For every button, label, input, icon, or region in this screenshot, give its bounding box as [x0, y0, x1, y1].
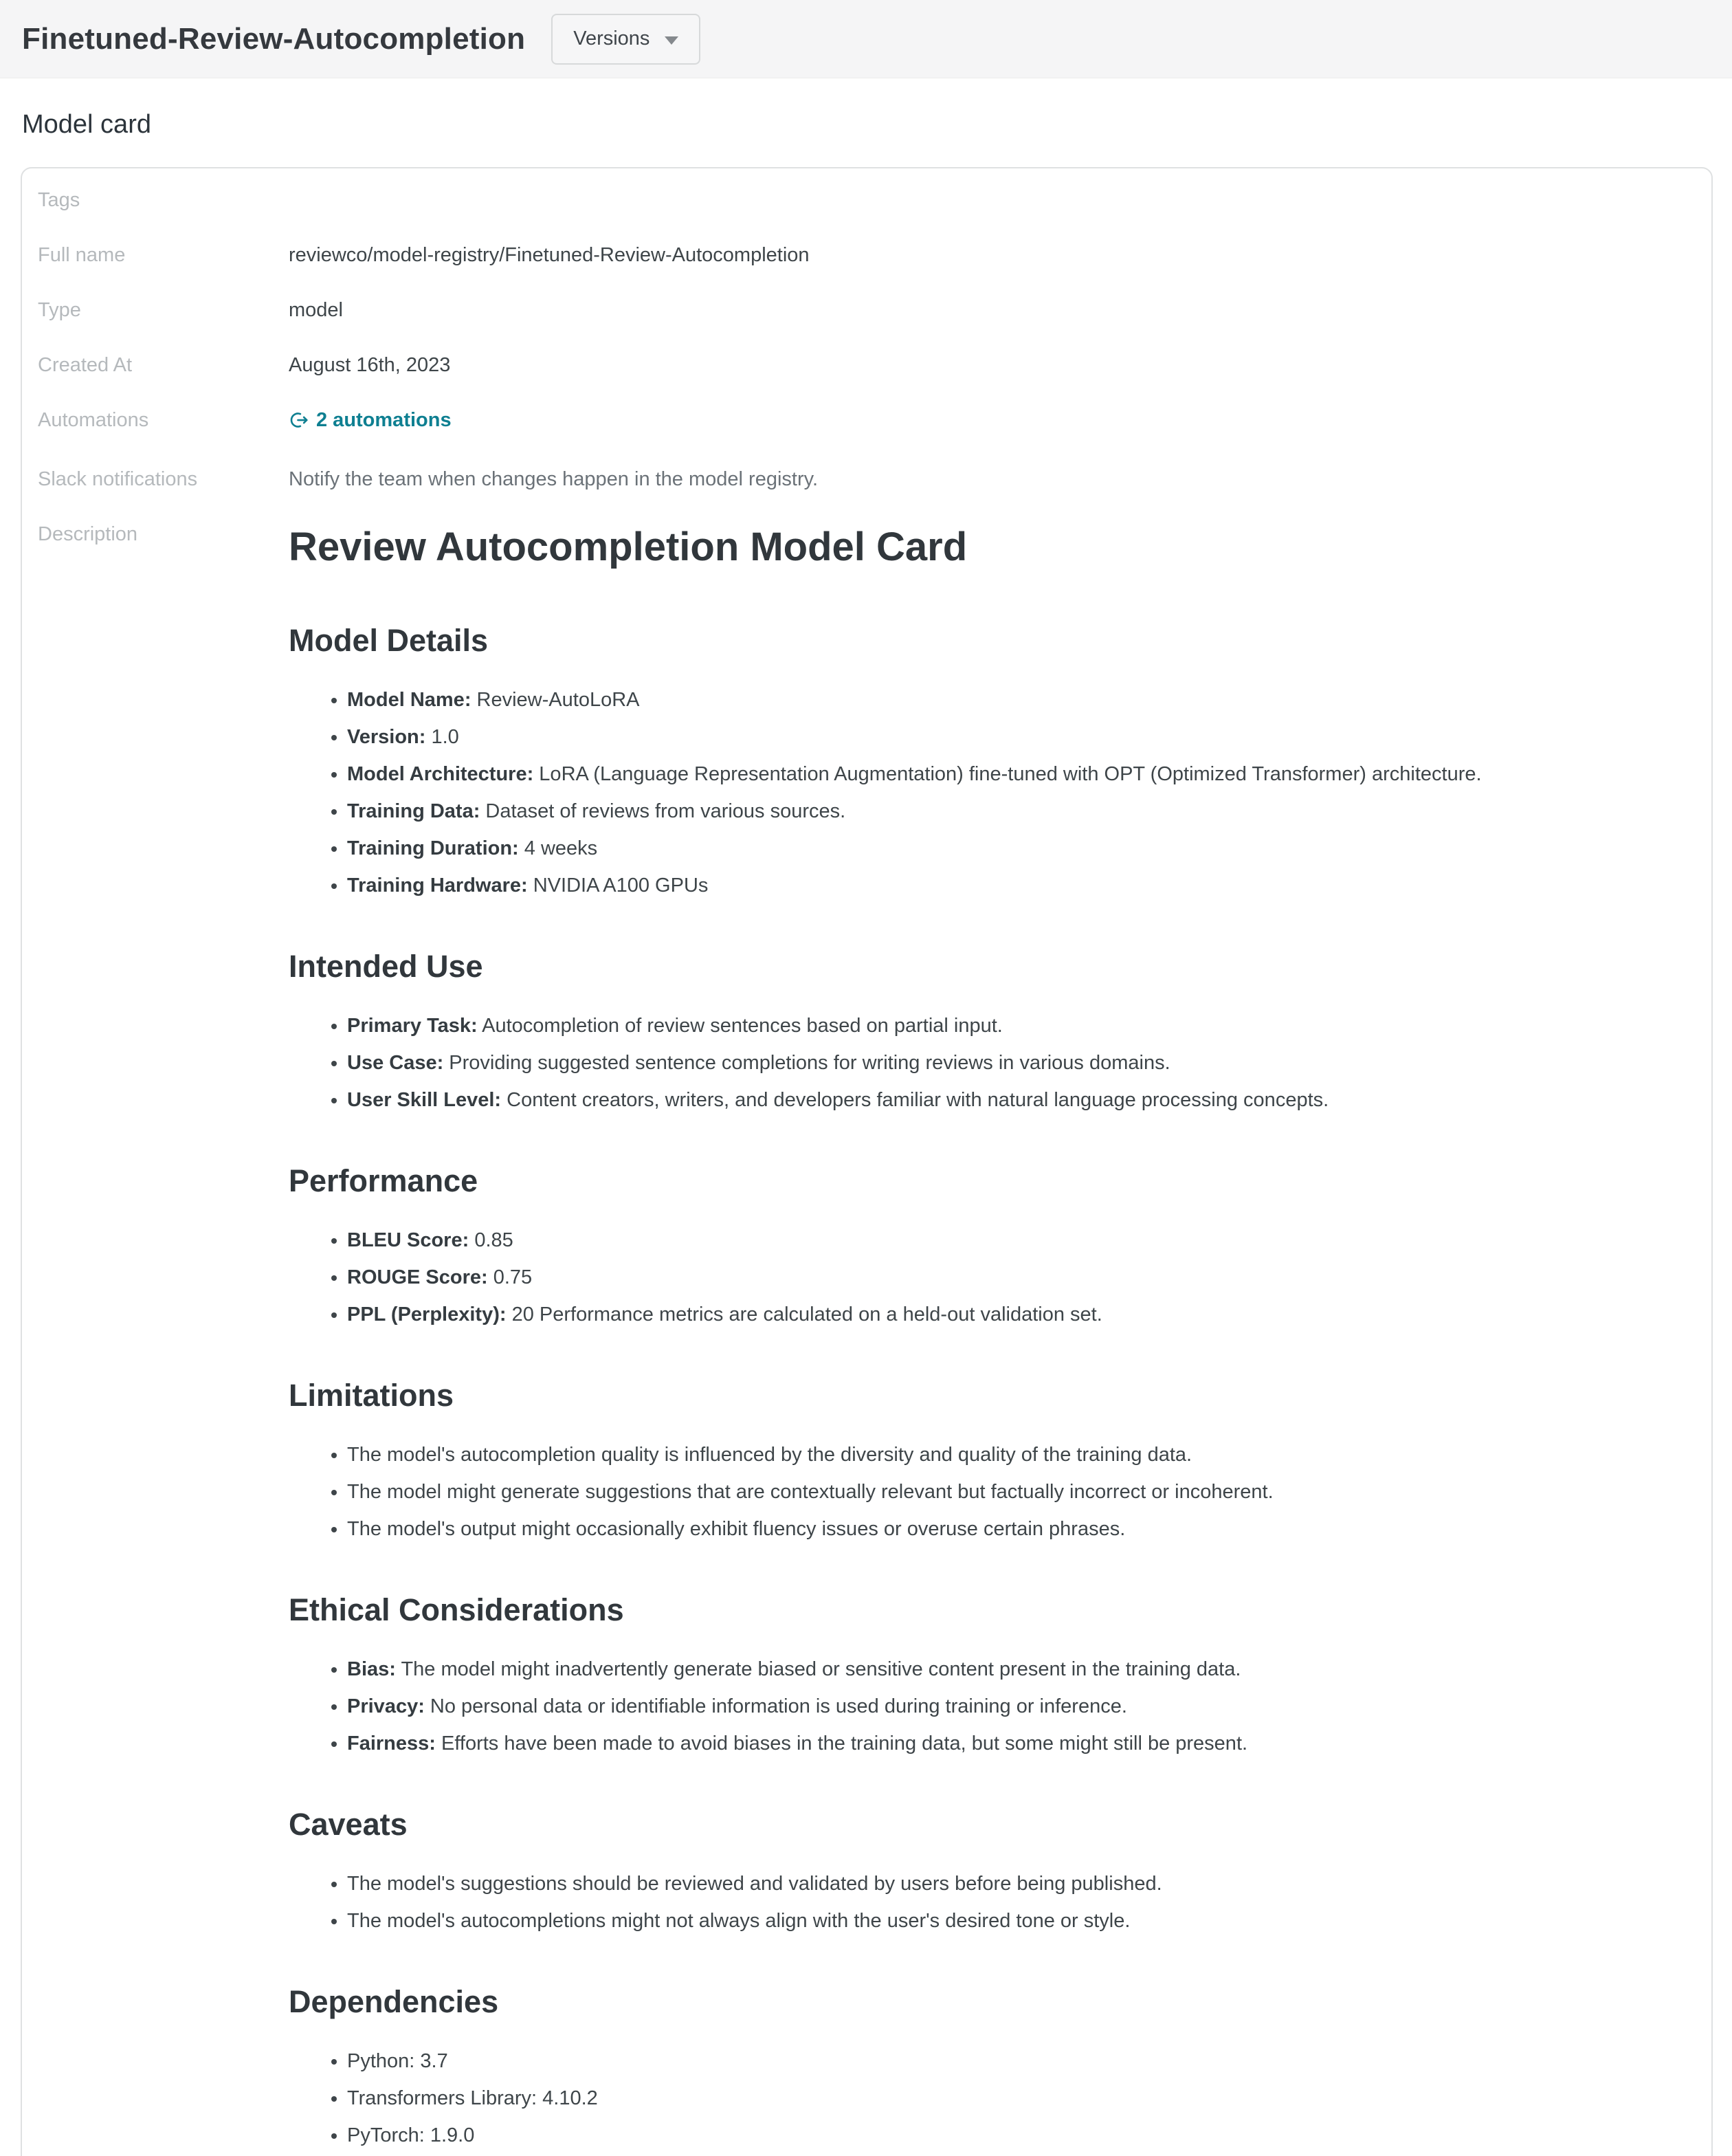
automations-link-label: 2 automations — [316, 409, 452, 431]
md-bullet-item: • Fairness: Efforts have been made to avoid biases in the training data, but some might still be present. — [347, 1732, 1691, 1755]
model-card-markdown — [289, 523, 1691, 2156]
md-bullet-item: • User Skill Level: Content creators, writers, and developers familiar with natural language processing concepts. — [347, 1088, 1691, 1112]
md-section-heading: Performance — [289, 1163, 478, 1198]
full-name-label: Full name — [38, 244, 126, 266]
md-section-heading: Dependencies — [289, 1984, 499, 2019]
field-row-type — [38, 299, 1691, 321]
md-bullet-list — [289, 688, 1691, 897]
md-bullet-list — [289, 1872, 1691, 1933]
page-header — [0, 0, 1732, 78]
field-row-description — [38, 523, 1691, 2156]
main-content — [0, 78, 1732, 2156]
versions-button[interactable] — [551, 14, 700, 65]
chevron-down-icon — [665, 36, 678, 45]
md-bullet-item: • Model Architecture: LoRA (Language Representation Augmentation) fine-tuned with OPT (Optimized Transformer) architecture. — [347, 762, 1691, 786]
md-bullet-item: • Bias: The model might inadvertently generate biased or sensitive content present in the training data. — [347, 1658, 1691, 1681]
field-row-slack-notifications — [38, 468, 1691, 490]
model-card-section-title: Model card — [22, 110, 151, 139]
automations-label: Automations — [38, 409, 149, 431]
md-bullet-item: • Version: 1.0 — [347, 725, 1691, 749]
created-at-label: Created At — [38, 354, 133, 376]
md-bullet-item: • ROUGE Score: 0.75 — [347, 1266, 1691, 1289]
slack-notifications-label: Slack notifications — [38, 468, 198, 490]
md-bullet-list — [289, 1014, 1691, 1112]
field-row-tags — [38, 189, 1691, 211]
md-bullet-item: • The model's autocompletion quality is influenced by the diversity and quality of the training data. — [347, 1443, 1691, 1466]
versions-button-label: Versions — [573, 28, 650, 50]
field-row-created-at — [38, 354, 1691, 376]
markdown-sections — [289, 622, 1691, 2147]
md-bullet-list — [289, 2049, 1691, 2147]
model-card-panel — [21, 167, 1713, 2156]
slack-notifications-value: Notify the team when changes happen in the model registry. — [289, 468, 819, 490]
md-bullet-item: • Model Name: Review-AutoLoRA — [347, 688, 1691, 712]
page-title: Finetuned-Review-Autocompletion — [22, 21, 526, 56]
md-bullet-item: • Privacy: No personal data or identifiable information is used during training or inference. — [347, 1695, 1691, 1718]
automation-arrow-icon — [289, 410, 309, 430]
md-bullet-item: • PPL (Perplexity): 20 Performance metrics are calculated on a held-out validation set. — [347, 1303, 1691, 1326]
md-bullet-item: • The model's suggestions should be reviewed and validated by users before being published. — [347, 1872, 1691, 1895]
description-label: Description — [38, 523, 138, 545]
type-label: Type — [38, 299, 81, 321]
created-at-value: August 16th, 2023 — [289, 354, 451, 376]
type-value: model — [289, 299, 343, 321]
md-section-heading: Ethical Considerations — [289, 1592, 624, 1627]
md-bullet-item: • Use Case: Providing suggested sentence completions for writing reviews in various domains. — [347, 1051, 1691, 1075]
tags-label: Tags — [38, 189, 80, 211]
field-row-full-name — [38, 244, 1691, 266]
markdown-title: Review Autocompletion Model Card — [289, 525, 968, 569]
md-bullet-item: • PyTorch: 1.9.0 — [347, 2124, 1691, 2147]
field-row-automations — [38, 409, 1691, 435]
md-section-heading: Limitations — [289, 1378, 454, 1413]
md-bullet-item: • BLEU Score: 0.85 — [347, 1229, 1691, 1252]
md-bullet-item: • Primary Task: Autocompletion of review sentences based on partial input. — [347, 1014, 1691, 1037]
md-bullet-item: • Transformers Library: 4.10.2 — [347, 2087, 1691, 2110]
md-bullet-item: • Training Duration: 4 weeks — [347, 837, 1691, 860]
md-bullet-item: • The model might generate suggestions that are contextually relevant but factually incorrect or incoherent. — [347, 1480, 1691, 1504]
md-bullet-list — [289, 1658, 1691, 1755]
automations-link[interactable] — [289, 409, 452, 431]
md-bullet-item: • The model's output might occasionally exhibit fluency issues or overuse certain phrases. — [347, 1517, 1691, 1541]
md-section-heading: Model Details — [289, 623, 489, 658]
md-bullet-item: • The model's autocompletions might not always align with the user's desired tone or style. — [347, 1909, 1691, 1933]
md-section-heading: Caveats — [289, 1807, 408, 1842]
md-bullet-list — [289, 1443, 1691, 1541]
md-bullet-item: • Training Hardware: NVIDIA A100 GPUs — [347, 874, 1691, 897]
md-bullet-item: • Training Data: Dataset of reviews from various sources. — [347, 800, 1691, 823]
md-bullet-item: • Python: 3.7 — [347, 2049, 1691, 2073]
md-section-heading: Intended Use — [289, 949, 483, 984]
full-name-value: reviewco/model-registry/Finetuned-Review-Autocompletion — [289, 244, 810, 266]
md-bullet-list — [289, 1229, 1691, 1326]
